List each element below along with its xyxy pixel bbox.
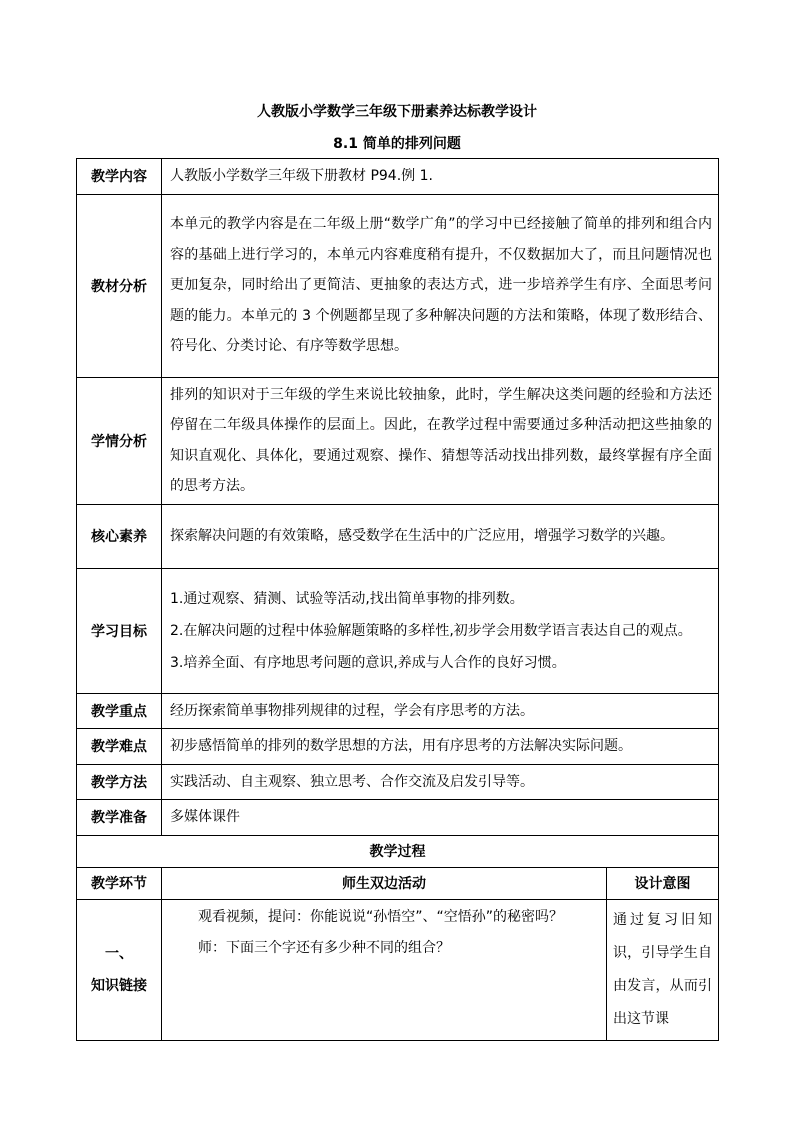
label-preparation: 教学准备 — [77, 800, 162, 836]
column-header-design: 设计意图 — [607, 867, 719, 899]
goal-item: 2.在解决问题的过程中体验解题策略的多样性,初步学会用数学语言表达自己的观点。 — [170, 622, 692, 639]
stage-1-activity — [162, 899, 607, 1040]
document-title: 人教版小学数学三年级下册素养达标教学设计 — [257, 104, 537, 120]
stage-1-design — [607, 899, 719, 1040]
row-core-literacy — [77, 504, 719, 568]
lesson-plan-table — [76, 158, 719, 1041]
label-key-point: 教学重点 — [77, 693, 162, 729]
label-textbook-analysis: 教材分析 — [77, 194, 162, 377]
row-student-analysis — [77, 377, 719, 504]
row-process-heading — [77, 835, 719, 867]
stage-1-name: 知识链接 — [91, 977, 147, 994]
value-textbook-analysis: 本单元的教学内容是在二年级上册“数学广角”的学习中已经接触了简单的排列和组合内容的基础上进行学习的，本单元内容难度稍有提升，不仅数据加大了，而且问题情况也更加复杂，同时给出了更简洁、更抽象的表达方式，进一步培养学生有序、全面思考问题的能力。本单元的 3 个例题都呈现了多种解决问题的方法和策略，体现了数形结合、符号化、分类讨论、有序等数学思想。 — [162, 194, 719, 377]
stage-1-label — [77, 899, 162, 1040]
row-process-columns — [77, 867, 719, 899]
value-teaching-content: 人教版小学数学三年级下册教材 P94.例 1. — [162, 159, 719, 195]
stage-1-number: 一、 — [105, 945, 133, 962]
value-teaching-method: 实践活动、自主观察、独立思考、合作交流及启发引导等。 — [162, 764, 719, 800]
row-stage-1 — [77, 899, 719, 1040]
row-key-point — [77, 693, 719, 729]
goal-item: 3.培养全面、有序地思考问题的意识,养成与人合作的良好习惯。 — [170, 654, 566, 671]
column-header-stage: 教学环节 — [77, 867, 162, 899]
goal-item: 1.通过观察、猜测、试验等活动,找出简单事物的排列数。 — [170, 590, 524, 607]
value-key-point: 经历探索简单事物排列规律的过程，学会有序思考的方法。 — [162, 693, 719, 729]
label-teaching-content: 教学内容 — [77, 159, 162, 195]
process-heading: 教学过程 — [77, 835, 719, 867]
value-core-literacy: 探索解决问题的有效策略，感受数学在生活中的广泛应用，增强学习数学的兴趣。 — [162, 504, 719, 568]
activity-line: 观看视频，提问：你能说说“孙悟空”、“空悟孙”的秘密吗？ — [198, 908, 564, 925]
design-text: 通过复习旧知识，引导学生自由发言，从而引出这节课 — [613, 911, 712, 1027]
label-difficulty: 教学难点 — [77, 729, 162, 765]
row-teaching-method — [77, 764, 719, 800]
value-preparation: 多媒体课件 — [162, 800, 719, 836]
document-subtitle: 8.1 简单的排列问题 — [333, 136, 461, 152]
label-core-literacy: 核心素养 — [77, 504, 162, 568]
label-student-analysis: 学情分析 — [77, 377, 162, 504]
value-student-analysis: 排列的知识对于三年级的学生来说比较抽象，此时，学生解决这类问题的经验和方法还停留在二年级具体操作的层面上。因此，在教学过程中需要通过多种活动把这些抽象的知识直观化、具体化，要通过观察、操作、猜想等活动找出排列数，最终掌握有序全面的思考方法。 — [162, 377, 719, 504]
column-header-activity: 师生双边活动 — [162, 867, 607, 899]
row-teaching-content — [77, 159, 719, 195]
activity-line: 师：下面三个字还有多少种不同的组合？ — [198, 939, 450, 956]
value-difficulty: 初步感悟简单的排列的数学思想的方法，用有序思考的方法解决实际问题。 — [162, 729, 719, 765]
value-learning-goals — [162, 568, 719, 693]
row-learning-goals — [77, 568, 719, 693]
label-teaching-method: 教学方法 — [77, 764, 162, 800]
row-difficulty — [77, 729, 719, 765]
row-preparation — [77, 800, 719, 836]
label-learning-goals: 学习目标 — [77, 568, 162, 693]
row-textbook-analysis — [77, 194, 719, 377]
